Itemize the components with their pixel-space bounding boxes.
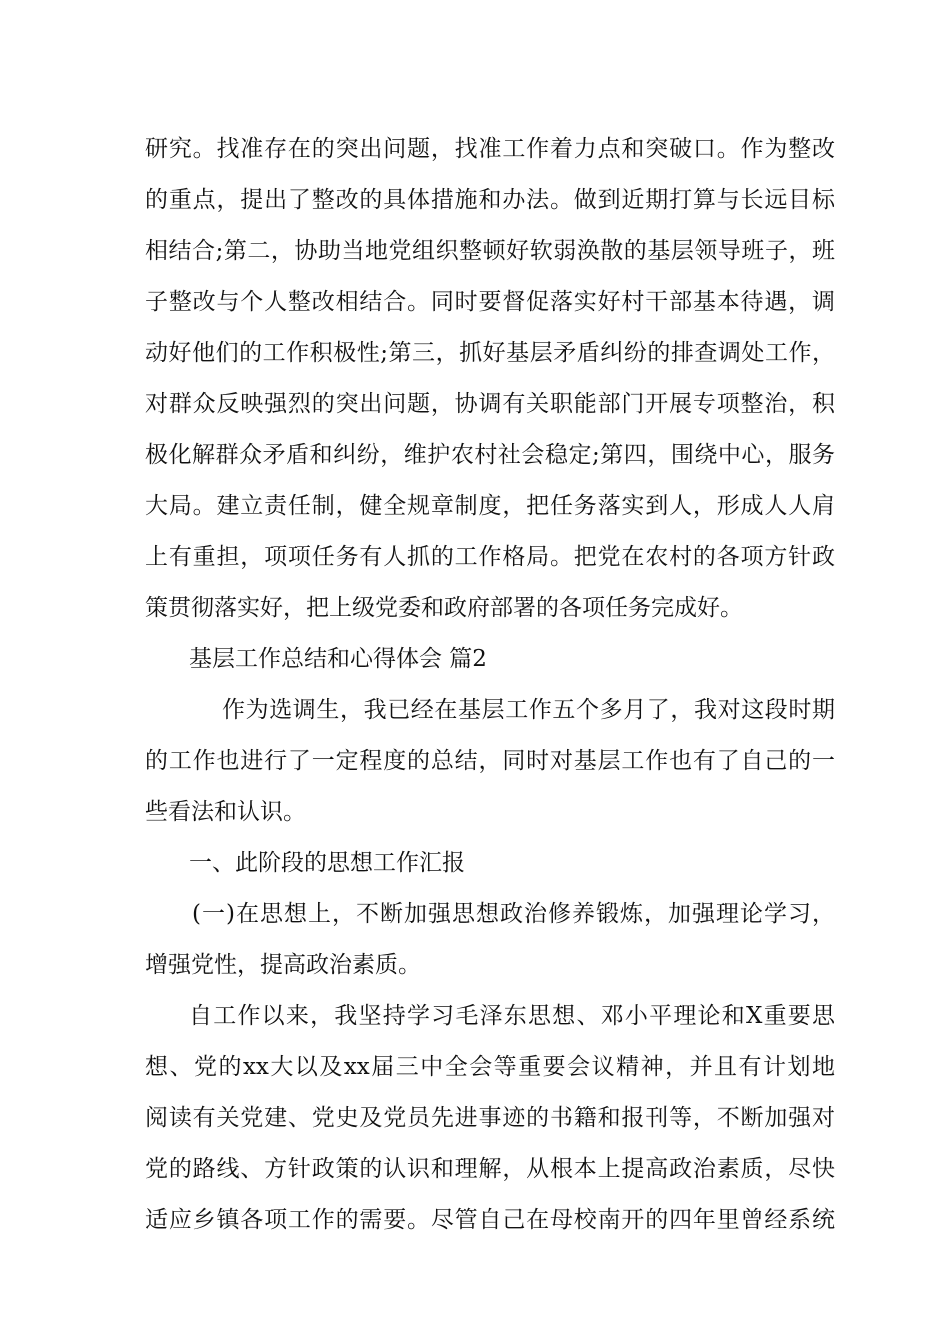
body-text-line: 的工作也进行了一定程度的总结，同时对基层工作也有了自己的一 — [145, 748, 835, 774]
body-text-line: 作为选调生，我已经在基层工作五个多月了，我对这段时期 — [222, 697, 835, 723]
body-text-line: 党的路线、方针政策的认识和理解，从根本上提高政治素质，尽快 — [145, 1156, 835, 1182]
body-text-line: 子整改与个人整改相结合。同时要督促落实好村干部基本待遇，调 — [145, 289, 835, 315]
body-text-line: 极化解群众矛盾和纠纷，维护农村社会稳定;第四，围绕中心，服务 — [145, 442, 835, 468]
body-text-line: 对群众反映强烈的突出问题，协调有关职能部门开展专项整治，积 — [145, 391, 835, 417]
body-text-line: 研究。找准存在的突出问题，找准工作着力点和突破口。作为整改 — [145, 136, 835, 162]
body-text-line: 动好他们的工作积极性;第三，抓好基层矛盾纠纷的排查调处工作， — [145, 340, 835, 366]
body-text-line: 上有重担，项项任务有人抓的工作格局。把党在农村的各项方针政 — [145, 544, 835, 570]
body-text-line: (一)在思想上，不断加强思想政治修养锻炼，加强理论学习， — [192, 901, 835, 927]
section-heading: 基层工作总结和心得体会 篇2 — [189, 646, 487, 672]
body-text-line: 阅读有关党建、党史及党员先进事迹的书籍和报刊等，不断加强对 — [145, 1105, 835, 1131]
body-text-line: 策贯彻落实好，把上级党委和政府部署的各项任务完成好。 — [145, 595, 743, 621]
body-text-line: 些看法和认识。 — [145, 799, 306, 825]
body-text-line: 自工作以来，我坚持学习毛泽东思想、邓小平理论和X重要思 — [189, 1003, 835, 1029]
body-text-line: 增强党性，提高政治素质。 — [145, 952, 421, 978]
subsection-heading: 一、此阶段的思想工作汇报 — [189, 850, 465, 876]
body-text-line: 适应乡镇各项工作的需要。尽管自己在母校南开的四年里曾经系统 — [145, 1207, 835, 1233]
body-text-line: 的重点，提出了整改的具体措施和办法。做到近期打算与长远目标 — [145, 187, 835, 213]
body-text-line: 想、党的xx大以及xx届三中全会等重要会议精神，并且有计划地 — [145, 1054, 835, 1080]
body-text-line: 相结合;第二，协助当地党组织整顿好软弱涣散的基层领导班子，班 — [145, 238, 835, 264]
body-text-line: 大局。建立责任制，健全规章制度，把任务落实到人，形成人人肩 — [145, 493, 835, 519]
